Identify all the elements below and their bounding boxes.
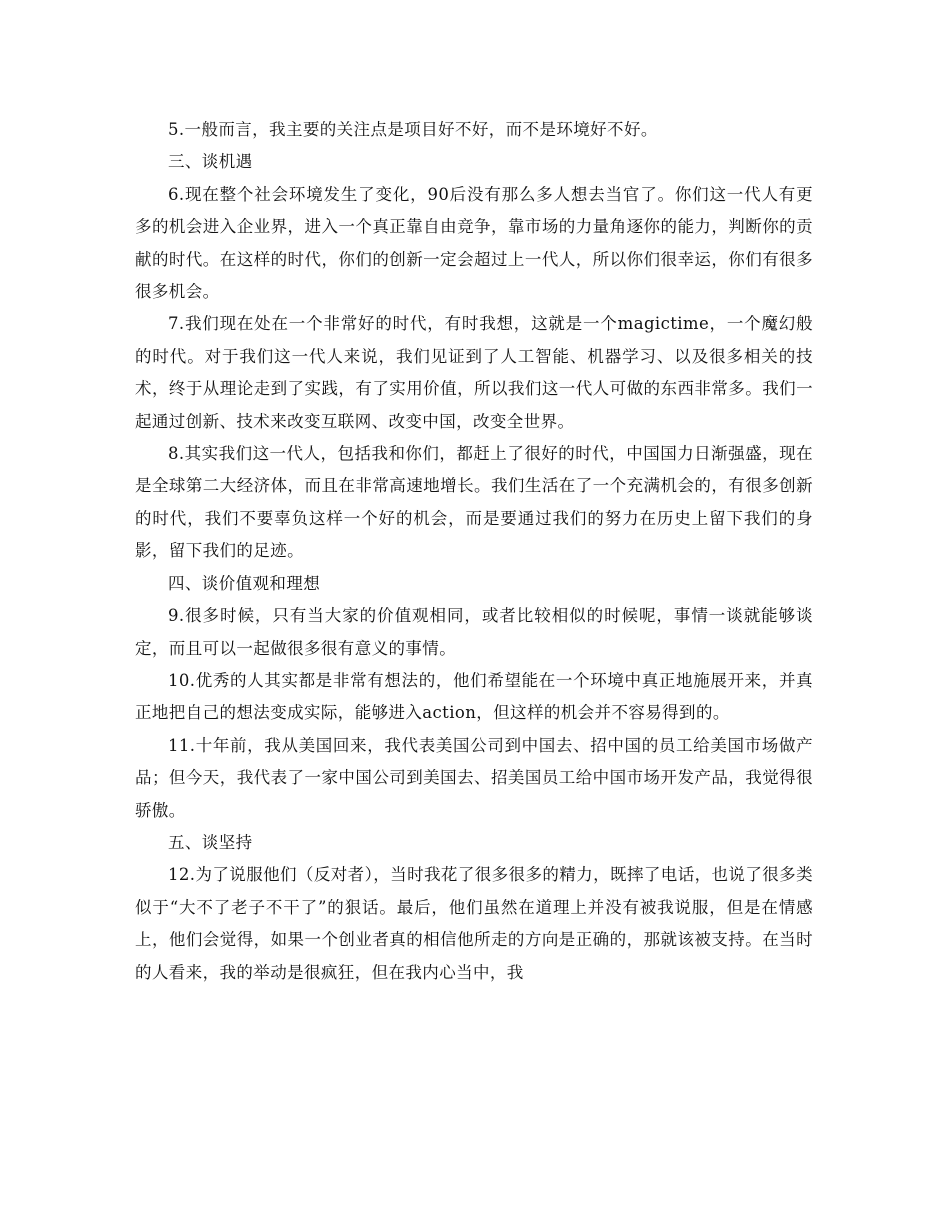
paragraph-10: 10.优秀的人其实都是非常有想法的，他们希望能在一个环境中真正地施展开来，并真正地把自己的想法变成实际，能够进入action，但这样的机会并不容易得到的。 [135,670,813,723]
section-heading-opportunity: 三、谈机遇 [168,152,253,172]
paragraph-9: 9.很多时候，只有当大家的价值观相同，或者比较相似的时候呢，事情一谈就能够谈定，而且可以一起做很多很有意义的事情。 [135,606,813,658]
paragraph-7: 7.我们现在处在一个非常好的时代，有时我想，这就是一个magictime，一个魔幻般的时代。对于我们这一代人来说，我们见证到了人工智能、机器学习、以及很多相关的技术，终于从理论走到了实践，有了实用价值，所以我们这一代人可做的东西非常多。我们一起通过创新、技术来改变互联网、改变中国，改变全世界。 [135,314,813,431]
paragraph-6: 6.现在整个社会环境发生了变化，90后没有那么多人想去当官了。你们这一代人有更多的机会进入企业界，进入一个真正靠自由竞争，靠市场的力量角逐你的能力，判断你的贡献的时代。在这样的时代，你们的创新一定会超过上一代人，所以你们很幸运，你们有很多很多机会。 [135,184,813,302]
paragraph-5: 5.一般而言，我主要的关注点是项目好不好，而不是环境好不好。 [168,120,658,139]
paragraph-11: 11.十年前，我从美国回来，我代表美国公司到中国去、招中国的员工给美国市场做产品；但今天，我代表了一家中国公司到美国去、招美国员工给中国市场开发产品，我觉得很骄傲。 [135,735,813,820]
document-body [135,114,813,989]
section-heading-values: 四、谈价值观和理想 [168,573,321,593]
section-heading-persistence: 五、谈坚持 [168,832,253,852]
paragraph-8: 8.其实我们这一代人，包括我和你们，都赶上了很好的时代，中国国力日渐强盛，现在是全球第二大经济体，而且在非常高速地增长。我们生活在了一个充满机会的，有很多创新的时代，我们不要辜负这样一个好的机会，而是要通过我们的努力在历史上留下我们的身影，留下我们的足迹。 [135,444,813,561]
paragraph-12: 12.为了说服他们（反对者），当时我花了很多很多的精力，既摔了电话，也说了很多类似于“大不了老子不干了”的狠话。最后，他们虽然在道理上并没有被我说服，但是在情感上，他们会觉得，如果一个创业者真的相信他所走的方向是正确的，那就该被支持。在当时的人看来，我的举动是很疯狂，但在我内心当中，我 [135,865,813,982]
